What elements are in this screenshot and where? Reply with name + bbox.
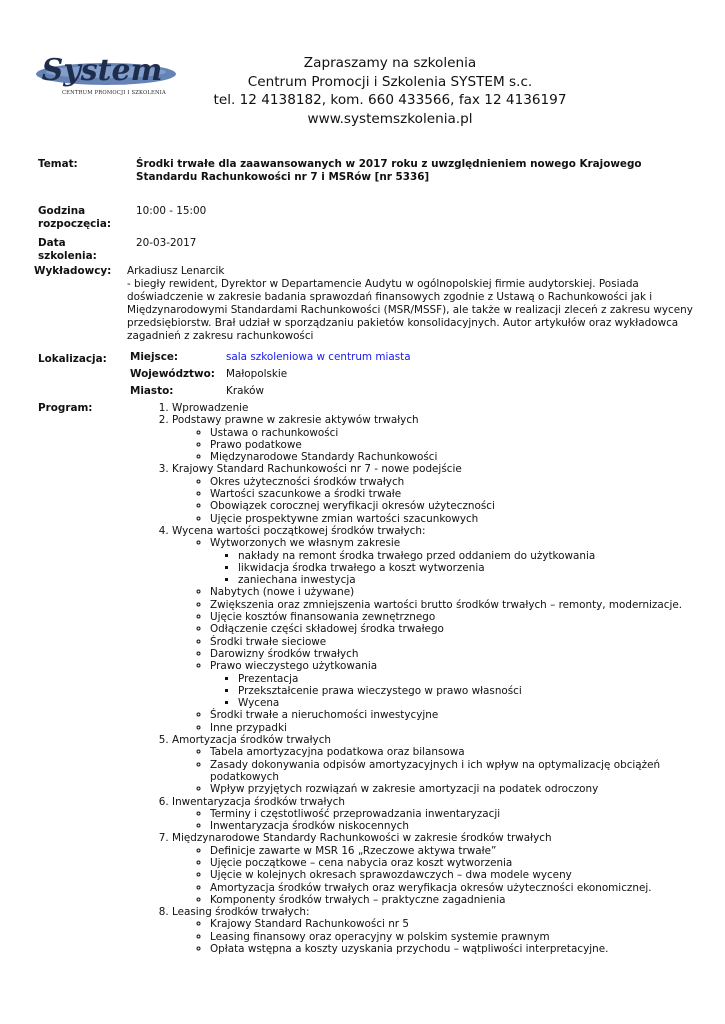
- program-subitem: ◦ Definicje zawarte w MSR 16 „Rzeczowe aktywa trwałe”: [210, 845, 700, 857]
- program-subitem: ◦ Krajowy Standard Rachunkowości nr 5: [210, 918, 700, 930]
- program-subitem: ◦ Terminy i częstotliwość przeprowadzania inwentaryzacji: [210, 808, 700, 820]
- topic-label: Temat:: [38, 158, 78, 170]
- lecturer-bio: - biegły rewident, Dyrektor w Departamencie Audytu w ogólnopolskiej firmie audytorskiej. Posiada doświadczenie w zakresie badania sprawozdań finansowych zgodnie z Ustawą o Rachunkowości jak i Międzynarodowymi Standardami Rachunkowości (MSR/MSSF), ale także w realizacji zleceń z zakresu wyceny przedsiębiorstw. Brał udział w sporządzaniu pakietów konsolidacyjnych. Autor artykułów oraz wykładowca zagadnień z zakresu rachunkowości: [127, 278, 693, 342]
- program-label: Program:: [38, 402, 93, 414]
- province-value: Małopolskie: [226, 368, 288, 380]
- program-subitem: ◦ Nabytych (nowe i używane): [210, 586, 700, 598]
- city-value: Kraków: [226, 385, 264, 397]
- program-subitem: ◦ Ujęcie kosztów finansowania zewnętrznego: [210, 611, 700, 623]
- program-subsubitem: ▪ zaniechana inwestycja: [238, 574, 700, 586]
- place-link[interactable]: sala szkoleniowa w centrum miasta: [226, 351, 411, 363]
- header-line: Centrum Promocji i Szkolenia SYSTEM s.c.: [247, 73, 533, 90]
- lecturer-name: Arkadiusz Lenarcik: [127, 265, 225, 277]
- program-subitem: ◦ Międzynarodowe Standardy Rachunkowości: [210, 451, 700, 463]
- program-item: 6. Inwentaryzacja środków trwałych ◦ Terminy i częstotliwość przeprowadzania inwentaryzacji ◦ Inwentaryzacja środków niskocennych: [172, 796, 700, 833]
- program-subitem: ◦ Komponenty środków trwałych – praktyczne zagadnienia: [210, 894, 700, 906]
- program-subitem: ◦ Wartości szacunkowe a środki trwałe: [210, 488, 700, 500]
- program-subitem: ◦ Odłączenie części składowej środka trwałego: [210, 623, 700, 635]
- hour-label-line: rozpoczęcia:: [38, 218, 112, 230]
- program-subitem: ◦ Ujęcie w kolejnych okresach sprawozdawczych – dwa modele wyceny: [210, 869, 700, 881]
- date-label-line: szkolenia:: [38, 250, 97, 262]
- header-info: [190, 54, 590, 128]
- header-website[interactable]: www.systemszkolenia.pl: [307, 110, 473, 127]
- topic-value: Środki trwałe dla zaawansowanych w 2017 roku z uwzględnieniem nowego Krajowego Standardu Rachunkowości nr 7 i MSRów [nr 5336]: [136, 158, 642, 183]
- program-subitem: ◦ Prawo podatkowe: [210, 439, 700, 451]
- province-key: Województwo:: [130, 368, 215, 380]
- lecturer-label: Wykładowcy:: [34, 265, 112, 277]
- program-item: 8. Leasing środków trwałych: ◦ Krajowy Standard Rachunkowości nr 5 ◦ Leasing finansowy oraz operacyjny w polskim systemie prawnym ◦ Opłata wstępna a koszty uzyskania przychodu – wątpliwości interpretacyjne.: [172, 906, 700, 955]
- program-item: 2. Podstawy prawne w zakresie aktywów trwałych ◦ Ustawa o rachunkowości ◦ Prawo podatkowe ◦ Międzynarodowe Standardy Rachunkowości: [172, 414, 700, 463]
- program-subitem: ◦ Zwiększenia oraz zmniejszenia wartości brutto środków trwałych – remonty, modernizacje.: [210, 599, 700, 611]
- program-item: 4. Wycena wartości początkowej środków trwałych: ◦ Wytworzonych we własnym zakresie ▪ nakłady na remont środka trwałego przed oddaniem do użytkowania ▪ likwidacja środka trwałego a koszt wytworzenia ▪ zaniechana inwestycja ◦ Nabytych (nowe i używane) ◦ Zwiększenia oraz zmniejszenia wartości brutto środków trwałych – remonty, modernizacje. ◦ Ujęcie kosztów finansowania zewnętrznego ◦ Odłączenie części składowej środka trwałego ◦ Środki trwałe sieciowe ◦ Darowizny środków trwałych ◦ Prawo wieczystego użytkowania ▪ Prezentacja ▪ Przekształcenie prawa wieczystego w prawo własności ▪ Wycena ◦ Środki trwałe a nieruchomości inwestycyjne ◦ Inne przypadki: [172, 525, 700, 734]
- program-item: 3. Krajowy Standard Rachunkowości nr 7 - nowe podejście ◦ Okres użyteczności środków trwałych ◦ Wartości szacunkowe a środki trwałe ◦ Obowiązek corocznej weryfikacji okresów użyteczności ◦ Ujęcie prospektywne zmian wartości szacunkowych: [172, 463, 700, 524]
- logo-caption: CENTRUM PROMOCJI I SZKOLENIA: [62, 90, 166, 96]
- program-subitem: ◦ Inne przypadki: [210, 722, 700, 734]
- date-value: 20-03-2017: [136, 237, 197, 249]
- program-item: 1. Wprowadzenie: [172, 402, 700, 414]
- program-subsubitem: ▪ Przekształcenie prawa wieczystego w prawo własności: [238, 685, 700, 697]
- header-phone: tel. 12 4138182, kom. 660 433566, fax 12 4136197: [213, 92, 567, 109]
- svg-text:System: System: [41, 53, 163, 88]
- program-subitem: ◦ Zasady dokonywania odpisów amortyzacyjnych i ich wpływ na optymalizację obciążeń podatkowych: [210, 759, 700, 784]
- program-subitem: ◦ Opłata wstępna a koszty uzyskania przychodu – wątpliwości interpretacyjne.: [210, 943, 700, 955]
- program-item: 5. Amortyzacja środków trwałych ◦ Tabela amortyzacyjna podatkowa oraz bilansowa ◦ Zasady dokonywania odpisów amortyzacyjnych i ich wpływ na optymalizację obciążeń podatkowych ◦ Wpływ przyjętych rozwiązań w zakresie amortyzacji na podatek odroczony: [172, 734, 700, 795]
- program-subitem: ◦ Okres użyteczności środków trwałych: [210, 476, 700, 488]
- lecturer-block: [127, 265, 697, 343]
- hour-label-line: Godzina: [38, 205, 86, 217]
- program-subitem: ◦ Tabela amortyzacyjna podatkowa oraz bilansowa: [210, 746, 700, 758]
- program-list: [160, 402, 700, 955]
- hour-label: [38, 205, 111, 231]
- program-subsubitem: ▪ Prezentacja: [238, 673, 700, 685]
- program-subsubitem: ▪ likwidacja środka trwałego a koszt wytworzenia: [238, 562, 700, 574]
- hour-value: 10:00 - 15:00: [136, 205, 207, 217]
- date-label: [38, 237, 97, 263]
- program-item: 7. Międzynarodowe Standardy Rachunkowości w zakresie środków trwałych ◦ Definicje zawarte w MSR 16 „Rzeczowe aktywa trwałe” ◦ Ujęcie początkowe – cena nabycia oraz koszt wytworzenia ◦ Ujęcie w kolejnych okresach sprawozdawczych – dwa modele wyceny ◦ Amortyzacja środków trwałych oraz weryfikacja okresów użyteczności ekonomicznej. ◦ Komponenty środków trwałych – praktyczne zagadnienia: [172, 832, 700, 906]
- program-subitem: ◦ Wpływ przyjętych rozwiązań w zakresie amortyzacji na podatek odroczony: [210, 783, 700, 795]
- program-subitem: ◦ Wytworzonych we własnym zakresie ▪ nakłady na remont środka trwałego przed oddaniem do użytkowania ▪ likwidacja środka trwałego a koszt wytworzenia ▪ zaniechana inwestycja: [210, 537, 700, 586]
- program-subitem: ◦ Amortyzacja środków trwałych oraz weryfikacja okresów użyteczności ekonomicznej.: [210, 882, 700, 894]
- program-subitem: ◦ Prawo wieczystego użytkowania ▪ Prezentacja ▪ Przekształcenie prawa wieczystego w prawo własności ▪ Wycena: [210, 660, 700, 709]
- date-label-line: Data: [38, 237, 66, 249]
- program-subitem: ◦ Ujęcie początkowe – cena nabycia oraz koszt wytworzenia: [210, 857, 700, 869]
- place-key: Miejsce:: [130, 351, 179, 363]
- program-subitem: ◦ Środki trwałe sieciowe: [210, 636, 700, 648]
- program-subitem: ◦ Darowizny środków trwałych: [210, 648, 700, 660]
- program-subsubitem: ▪ Wycena: [238, 697, 700, 709]
- header-line: Zapraszamy na szkolenia: [303, 55, 477, 71]
- program-subitem: ◦ Leasing finansowy oraz operacyjny w polskim systemie prawnym: [210, 931, 700, 943]
- program-subitem: ◦ Ujęcie prospektywne zmian wartości szacunkowych: [210, 513, 700, 525]
- program-subitem: ◦ Środki trwałe a nieruchomości inwestycyjne: [210, 709, 700, 721]
- program-subitem: ◦ Inwentaryzacja środków niskocennych: [210, 820, 700, 832]
- city-key: Miasto:: [130, 385, 174, 397]
- program-subitem: ◦ Obowiązek corocznej weryfikacji okresów użyteczności: [210, 500, 700, 512]
- program-subitem: ◦ Ustawa o rachunkowości: [210, 427, 700, 439]
- program-subsubitem: ▪ nakłady na remont środka trwałego przed oddaniem do użytkowania: [238, 550, 700, 562]
- location-label: Lokalizacja:: [38, 353, 107, 365]
